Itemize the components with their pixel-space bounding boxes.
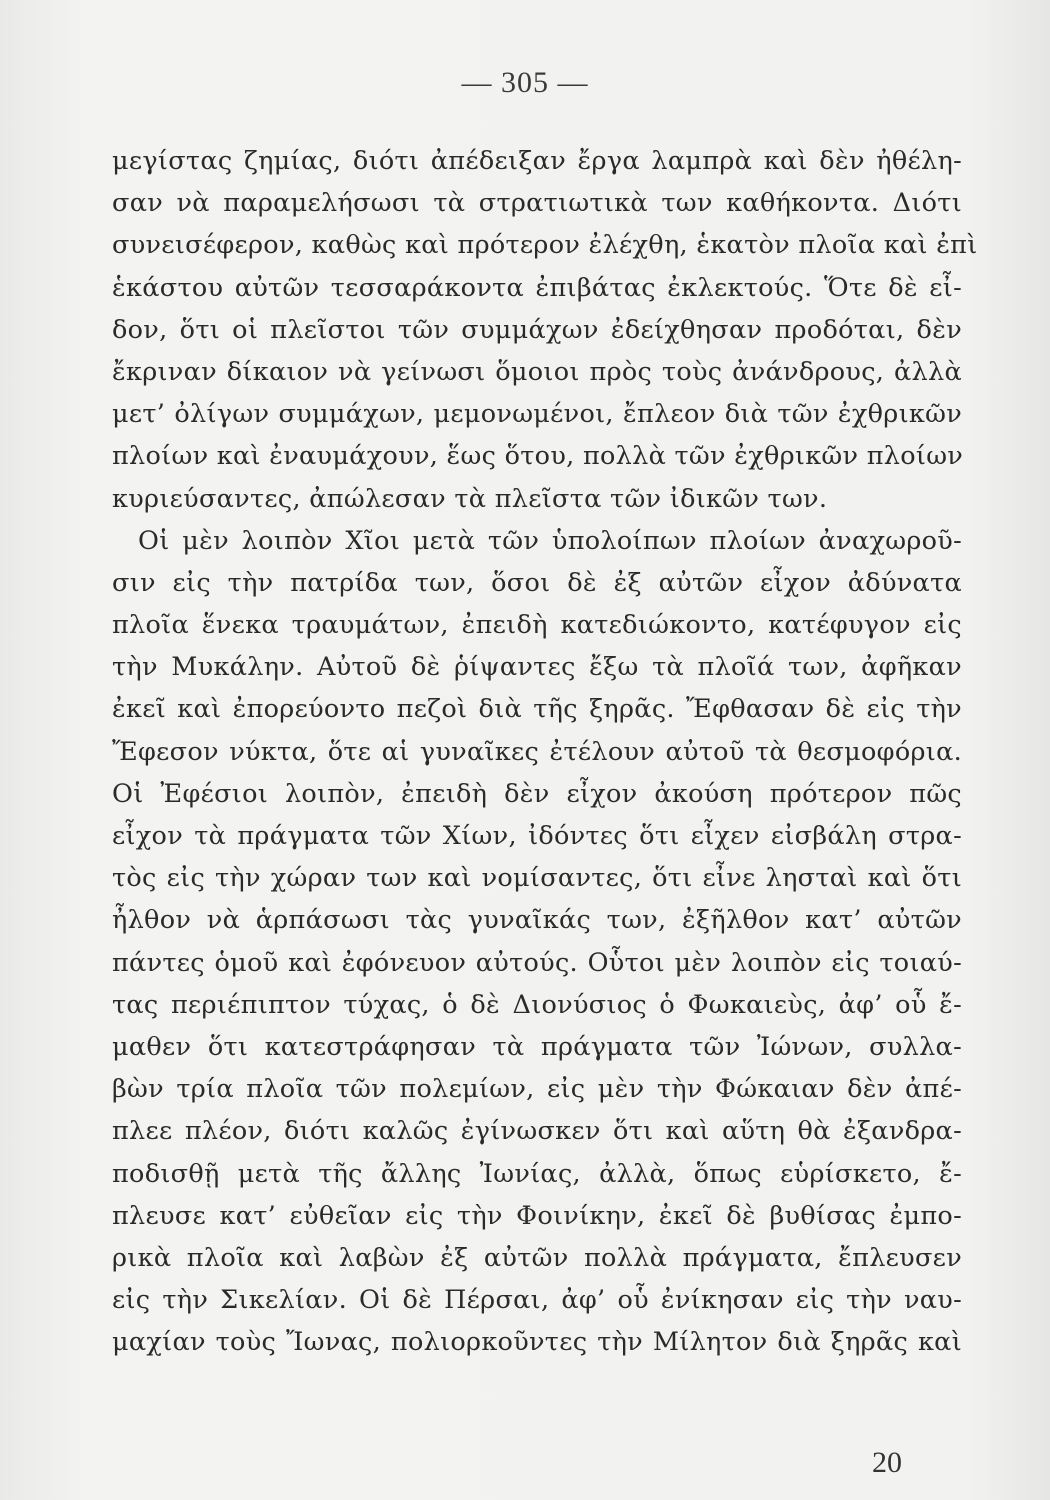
text-line: κυριεύσαντες, ἀπώλεσαν τὰ πλεῖστα τῶν ἰδικῶν των. (112, 483, 828, 514)
text-line: ρικὰ πλοῖα καὶ λαβὼν ἐξ αὐτῶν πολλὰ πράγματα, ἔπλευσεν (112, 1242, 962, 1273)
text-line: πλεε πλέον, διότι καλῶς ἐγίνωσκεν ὅτι καὶ αὕτη θὰ ἐξανδρα- (112, 1116, 962, 1147)
text-line: τὴν Μυκάλην. Αὐτοῦ δὲ ῥίψαντες ἔξω τὰ πλοῖά των, ἀφῆκαν (112, 652, 962, 683)
text-line: Ἔφεσον νύκτα, ὅτε αἱ γυναῖκες ἐτέλουν αὐτοῦ τὰ θεσμοφόρια. (112, 736, 962, 767)
text-line: μεγίστας ζημίας, διότι ἀπέδειξαν ἔργα λαμπρὰ καὶ δὲν ἠθέλη- (112, 146, 962, 176)
text-line: εἶχον τὰ πράγματα τῶν Χίων, ἰδόντες ὅτι εἶχεν εἰσβάλη στρα- (112, 821, 962, 851)
text-line: Οἱ Ἐφέσιοι λοιπὸν, ἐπειδὴ δὲν εἶχον ἀκούση πρότερον πῶς (112, 778, 962, 809)
text-line: πλοῖα ἕνεκα τραυμάτων, ἐπειδὴ κατεδιώκοντο, κατέφυγον εἰς (112, 610, 962, 641)
text-line: μαχίαν τοὺς Ἴωνας, πολιορκοῦντες τὴν Μίλητον διὰ ξηρᾶς καὶ (112, 1327, 962, 1358)
text-line: σαν νὰ παραμελήσωσι τὰ στρατιωτικὰ των καθήκοντα. Διότι (112, 188, 962, 219)
text-line: εἰς τὴν Σικελίαν. Οἱ δὲ Πέρσαι, ἀφ’ οὗ ἐνίκησαν εἰς τὴν ναυ- (112, 1285, 962, 1316)
text-line: ἐκεῖ καὶ ἐπορεύοντο πεζοὶ διὰ τῆς ξηρᾶς. Ἔφθασαν δὲ εἰς τὴν (112, 694, 962, 725)
text-line: ἔκριναν δίκαιον νὰ γείνωσι ὅμοιοι πρὸς τοὺς ἀνάνδρους, ἀλλὰ (112, 356, 962, 387)
page-number: — 305 — (461, 66, 589, 99)
text-line: τὸς εἰς τὴν χώραν των καὶ νομίσαντες, ὅτι εἶνε λησταὶ καὶ ὅτι (112, 863, 962, 894)
text-line: πλοίων καὶ ἐναυμάχουν, ἕως ὅτου, πολλὰ τῶν ἐχθρικῶν πλοίων (112, 441, 964, 472)
text-line: πλευσε κατ’ εὐθεῖαν εἰς τὴν Φοινίκην, ἐκεῖ δὲ βυθίσας ἐμπο- (112, 1200, 962, 1231)
text-line: δον, ὅτι οἱ πλεῖστοι τῶν συμμάχων ἐδείχθησαν προδόται, δὲν (112, 314, 962, 345)
text-line: πάντες ὁμοῦ καὶ ἐφόνευον αὐτούς. Οὗτοι μὲν λοιπὸν εἰς τοιαύ- (112, 947, 962, 978)
text-line: ἦλθον νὰ ἁρπάσωσι τὰς γυναῖκάς των, ἐξῆλθον κατ’ αὐτῶν (112, 905, 962, 936)
text-line: μετ’ ὀλίγων συμμάχων, μεμονωμένοι, ἔπλεον διὰ τῶν ἐχθρικῶν (112, 399, 962, 430)
text-line: συνεισέφερον, καθὼς καὶ πρότερον ἐλέχθη, ἑκατὸν πλοῖα καὶ ἐπὶ (112, 230, 978, 261)
text-line: τας περιέπιπτον τύχας, ὁ δὲ Διονύσιος ὁ Φωκαιεὺς, ἀφ’ οὗ ἔ- (112, 989, 962, 1020)
text-line: ποδισθῇ μετὰ τῆς ἄλλης Ἰωνίας, ἀλλὰ, ὅπως εὑρίσκετο, ἔ- (112, 1158, 962, 1189)
text-line: σιν εἰς τὴν πατρίδα των, ὅσοι δὲ ἐξ αὐτῶν εἶχον ἀδύνατα (112, 567, 962, 598)
text-line: μαθεν ὅτι κατεστράφησαν τὰ πράγματα τῶν Ἰώνων, συλλα- (112, 1031, 962, 1062)
text-line: Οἱ μὲν λοιπὸν Χῖοι μετὰ τῶν ὑπολοίπων πλοίων ἀναχωροῦ- (138, 525, 962, 556)
body-text (112, 140, 978, 1363)
text-line: βὼν τρία πλοῖα τῶν πολεμίων, εἰς μὲν τὴν Φώκαιαν δὲν ἀπέ- (112, 1074, 962, 1105)
signature-mark: 20 (872, 1446, 902, 1479)
text-line: ἑκάστου αὐτῶν τεσσαράκοντα ἐπιβάτας ἐκλεκτούς. Ὅτε δὲ εἶ- (112, 272, 962, 303)
